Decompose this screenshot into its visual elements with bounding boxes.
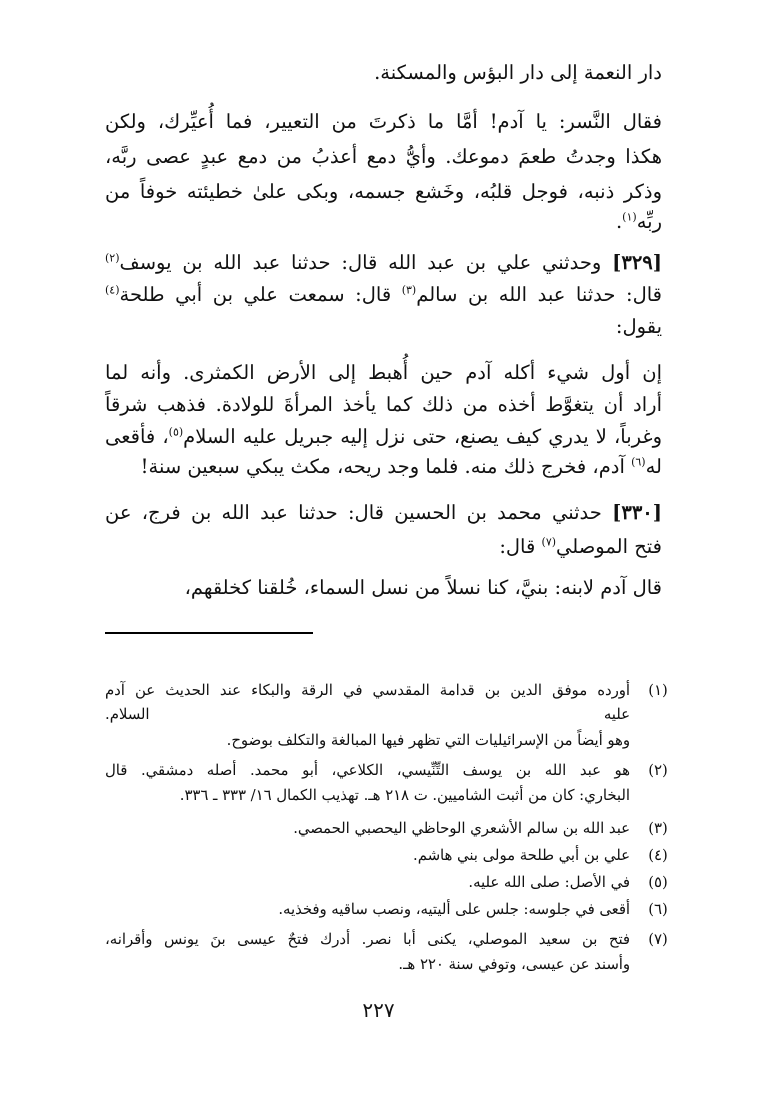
footnote-line [105, 818, 672, 840]
footnote-line [105, 704, 672, 726]
text-span: هكذا وجدتُ طعمَ دموعك. وأيُّ دمع أعذبُ من دمع عبدٍ عصى ربَّه، [105, 145, 662, 168]
text-span: فتح الموصلي [556, 535, 662, 558]
footnote-marker: (٢) [105, 251, 120, 265]
footnote-text: في الأصل: صلى الله عليه. [468, 874, 630, 891]
text-span: له [645, 455, 662, 478]
footnote-number: (١) [648, 682, 668, 699]
text-span: آدم، فخرج ذلك منه. فلما وجد ريحه، مكث يبكي سبعين سنة! [140, 455, 632, 478]
text-line [105, 452, 662, 482]
text-line [105, 390, 662, 420]
text-line [105, 107, 662, 137]
footnote-text: علي بن أبي طلحة مولى بني هاشم. [413, 847, 630, 864]
footnote-line [105, 785, 672, 807]
text-line [105, 312, 662, 342]
text-span: وذكر ذنبه، فوجل قلبُه، وخَشع جسمه، وبكى علىٰ خطيئته خوفاً من [105, 180, 662, 203]
footnote-marker: (١) [622, 210, 637, 224]
footnote-marker: (٣) [401, 283, 417, 297]
footnote-marker: (٤) [105, 283, 120, 297]
text-span: دار النعمة إلى دار البؤس والمسكنة. [374, 61, 662, 84]
footnote-line [105, 680, 672, 702]
footnote-line [105, 899, 672, 921]
page-number: ٢٢٧ [362, 998, 395, 1022]
text-line [105, 498, 662, 528]
text-span: . [615, 210, 623, 233]
text-line [105, 280, 662, 310]
footnote-marker: (٦) [631, 455, 646, 469]
footnote-text: فتح بن سعيد الموصلي، يكنى أبا نصر. أدرك فتحٌ عيسى بنَ يونس وأقرانه، [105, 931, 630, 948]
footnote-text: أقعى في جلوسه: جلس على أليتيه، ونصب ساقيه وفخذيه. [278, 901, 630, 918]
footnote-number: (٣) [648, 820, 668, 837]
footnote-number: (٦) [648, 901, 668, 918]
text-line [105, 248, 662, 278]
footnote-text: أورده موفق الدين بن قدامة المقدسي في الرقة والبكاء عند الحديث عن آدم [105, 682, 630, 699]
footnote-text: هو عبد الله بن يوسف التِّنِّيسي، الكلاعي، أبو محمد. أصله دمشقي. قال [105, 762, 630, 779]
text-line [105, 422, 662, 452]
footnote-line [105, 845, 672, 867]
report-number: [٣٣٠] [612, 501, 662, 524]
footnote-text: عبد الله بن سالم الأشعري الوحاظي اليحصبي الحمصي. [293, 820, 630, 837]
text-span: حدثني محمد بن الحسين قال: حدثنا عبد الله بن فرج، عن [105, 501, 613, 524]
text-line [105, 58, 662, 88]
text-line [105, 177, 662, 207]
footnote-text: عليه السلام. [105, 706, 630, 723]
text-span: فقال النَّسر: يا آدم! أمَّا ما ذكرتَ من التعيير، فما أُعيِّرك، ولكن [105, 110, 662, 133]
text-span: ، فأقعى [105, 425, 169, 448]
report-number: [٣٢٩] [612, 251, 662, 274]
text-span: وحدثني علي بن عبد الله قال: حدثنا عبد الله بن يوسف [119, 251, 613, 274]
text-span: قال: حدثنا عبد الله بن سالم [416, 283, 662, 306]
footnote-marker: (٧) [541, 535, 557, 549]
text-line [105, 142, 662, 172]
footnote-line [105, 872, 672, 894]
footnote-number: (٥) [648, 874, 668, 891]
footnote-marker: (٥) [168, 425, 184, 439]
text-span: وغرباً، لا يدري كيف يصنع، حتى نزل إليه جبريل عليه السلام [183, 425, 662, 448]
text-span: يقول: [615, 315, 662, 338]
footnote-text: وأسند عن عيسى، وتوفي سنة ٢٢٠ هـ. [398, 956, 630, 973]
text-span: ربِّه [636, 210, 662, 233]
footnote-number: (٢) [648, 762, 668, 779]
text-span: قال: سمعت علي بن أبي طلحة [119, 283, 402, 306]
text-span: قال: [499, 535, 542, 558]
text-span: قال آدم لابنه: بنيَّ، كنا نسلاً من نسل السماء، خُلقنا كخلقهم، [184, 576, 662, 599]
footnote-line [105, 929, 672, 951]
text-span: إن أول شيء أكله آدم حين أُهبط إلى الأرض الكمثرى. وأنه لما [105, 361, 662, 384]
footnote-line [105, 730, 672, 752]
footnote-separator [105, 632, 313, 634]
text-line [105, 207, 662, 237]
text-line [105, 358, 662, 388]
text-span: أراد أن يتغوَّط أخذه من ذلك كما يأخذ المرأةَ للولادة. فذهب شرقاً [105, 393, 662, 416]
footnote-line [105, 954, 672, 976]
footnote-text: وهو أيضاً من الإسرائيليات التي تظهر فيها المبالغة والتكلف بوضوح. [226, 732, 630, 749]
footnote-text: البخاري: كان من أثبت الشاميين. ت ٢١٨ هـ. تهذيب الكمال ١٦/ ٣٣٣ ـ ٣٣٦. [179, 787, 630, 804]
text-line [105, 532, 662, 562]
footnote-number: (٤) [648, 847, 668, 864]
text-line [105, 573, 662, 603]
footnote-number: (٧) [648, 931, 668, 948]
footnote-line [105, 760, 672, 782]
